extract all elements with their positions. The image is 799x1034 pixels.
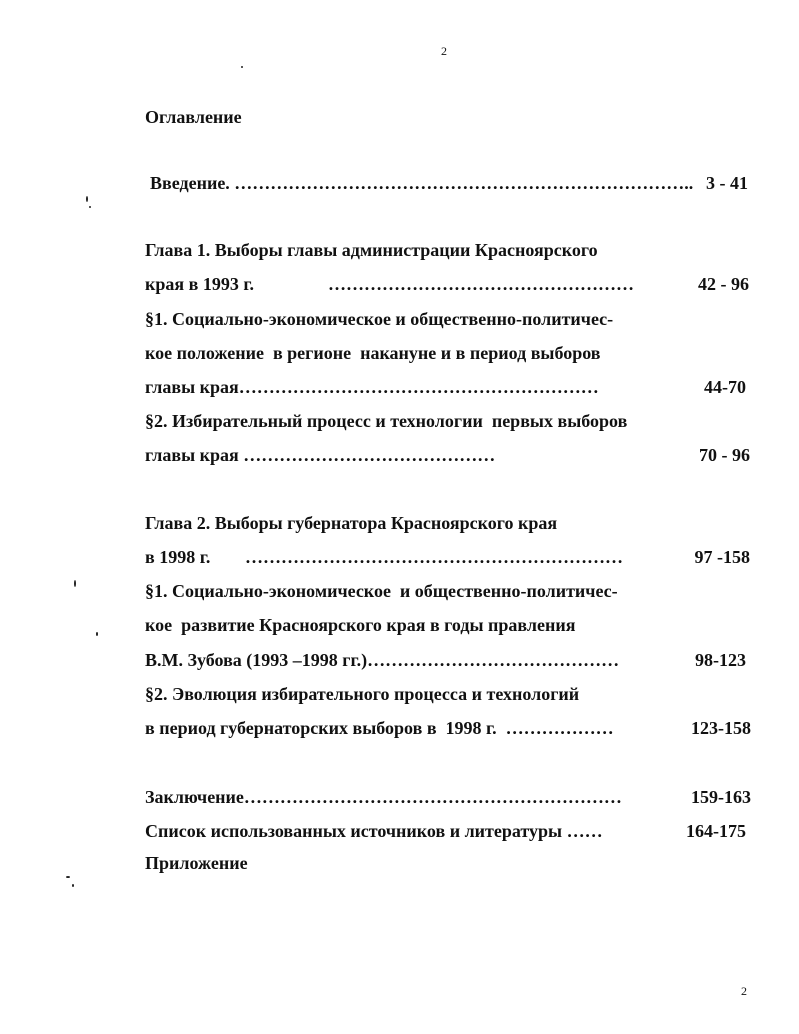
toc-chapter1-section1-line1: §1. Социально-экономическое и общественно-политичес- xyxy=(145,309,614,329)
toc-chapter1-title-line1: Глава 1. Выборы главы администрации Красноярского xyxy=(145,240,598,260)
toc-chapter1-section1-pages: 44-70 xyxy=(704,377,746,397)
scan-speck xyxy=(89,206,91,208)
toc-conclusion-title: Заключение……………………………………………………… xyxy=(145,787,622,807)
toc-chapter2-pages: 97 -158 xyxy=(694,547,750,567)
scan-speck xyxy=(96,632,98,636)
toc-conclusion-pages: 159-163 xyxy=(691,787,751,807)
scan-speck xyxy=(241,66,243,68)
toc-chapter1-section2-line2: главы края …………………………………… xyxy=(145,445,496,465)
toc-heading: Оглавление xyxy=(145,107,242,127)
toc-sources-pages: 164-175 xyxy=(686,821,746,841)
toc-chapter1-title-line2: края в 1993 г. xyxy=(145,274,254,294)
toc-chapter2-section2-line2: в период губернаторских выборов в 1998 г. ……………… xyxy=(145,718,614,738)
toc-chapter1-title-dots: …………………………………………… xyxy=(328,274,634,294)
toc-chapter1-section1-line3: главы края…………………………………………………… xyxy=(145,377,599,397)
toc-chapter2-section2-line1: §2. Эволюция избирательного процесса и технологий xyxy=(145,684,580,704)
toc-chapter2-title-dots: ……………………………………………………… xyxy=(245,547,623,567)
toc-intro-pages: 3 - 41 xyxy=(706,173,748,193)
toc-chapter2-section1-pages: 98-123 xyxy=(695,650,746,670)
scan-speck xyxy=(74,580,76,587)
toc-appendix-title: Приложение xyxy=(145,853,248,873)
page-number-top: 2 xyxy=(441,44,447,58)
toc-sources-title: Список использованных источников и литературы …… xyxy=(145,821,603,841)
page-number-bottom: 2 xyxy=(741,984,747,998)
scan-speck xyxy=(72,884,74,887)
toc-chapter2-section1-line3: В.М. Зубова (1993 –1998 гг.)…………………………………… xyxy=(145,650,620,670)
toc-chapter1-pages: 42 - 96 xyxy=(698,274,749,294)
toc-chapter2-section1-line1: §1. Социально-экономическое и общественно-политичес- xyxy=(145,581,618,601)
toc-chapter2-title-line1: Глава 2. Выборы губернатора Красноярского края xyxy=(145,513,558,533)
scan-speck xyxy=(86,196,88,202)
toc-intro-title: Введение. ………………………………………………………………….. xyxy=(150,173,694,193)
toc-chapter2-section1-line2: кое развитие Красноярского края в годы правления xyxy=(145,615,576,635)
scan-speck xyxy=(66,876,70,878)
toc-chapter1-section2-pages: 70 - 96 xyxy=(699,445,750,465)
toc-chapter1-section2-line1: §2. Избирательный процесс и технологии первых выборов xyxy=(145,411,628,431)
toc-chapter2-section2-pages: 123-158 xyxy=(691,718,751,738)
toc-chapter2-title-line2: в 1998 г. xyxy=(145,547,211,567)
toc-chapter1-section1-line2: кое положение в регионе накануне и в период выборов xyxy=(145,343,601,363)
